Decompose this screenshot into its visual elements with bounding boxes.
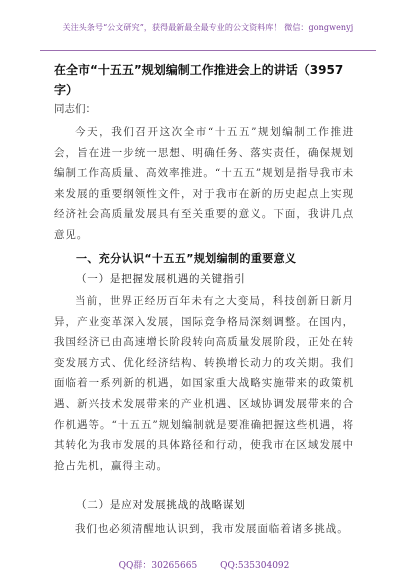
footer [0, 558, 408, 571]
footer-qq-group: QQ群：30265665 [118, 561, 198, 571]
footer-qq: QQ:535304092 [220, 561, 290, 571]
document-title: 在全市“十五五”规划编制工作推进会上的讲话（3957字） [54, 63, 344, 97]
subheading-1: （一）是把握发展机遇的关键指引 [76, 273, 246, 285]
salutation: 同志们： [54, 103, 96, 115]
subheading-2: （二）是应对发展挑战的战略谋划 [76, 499, 246, 511]
header-banner [40, 12, 376, 51]
section-heading-1: 一、充分认识“十五五”规划编制的重要意义 [76, 252, 297, 265]
paragraph-challenges: 我们也必须清醒地认识到，我市发展面临着诸多挑战。 [75, 523, 349, 535]
header-banner-text: 关注头条号“公文研究”，获得最新最全最专业的公文资料库！ 微信：gongwenyj [62, 23, 354, 32]
paragraph-intro: 今天，我们召开这次全市“十五五”规划编制工作推进会，旨在进一步统一思想、明确任务、落实责任，确保规划编制工作高质量、高效率推进。“十五五”规划是指导我市未来发展的重要纲领性文件，对于我市在新的历史起点上实现经济社会高质量发展具有至关重要的意义。下面，我讲几点意见。 [54, 126, 354, 241]
paragraph-opportunities: 当前，世界正经历百年未有之大变局，科技创新日新月异，产业变革深入发展，国际竞争格局深刻调整。在国内，我国经济已由高速增长阶段转向高质量发展阶段，正处在转变发展方式、优化经济结构、转换增长动力的攻关期。我们面临着一系列新的机遇，如国家重大战略实施带来的政策机遇、新兴技术发展带来的产业机遇、区域协调发展带来的合作机遇等。“十五五”规划编制就是要准确把握这些机遇，将其转化为我市发展的具体路径和行动，使我市在区域发展中抢占先机，赢得主动。 [54, 295, 354, 472]
